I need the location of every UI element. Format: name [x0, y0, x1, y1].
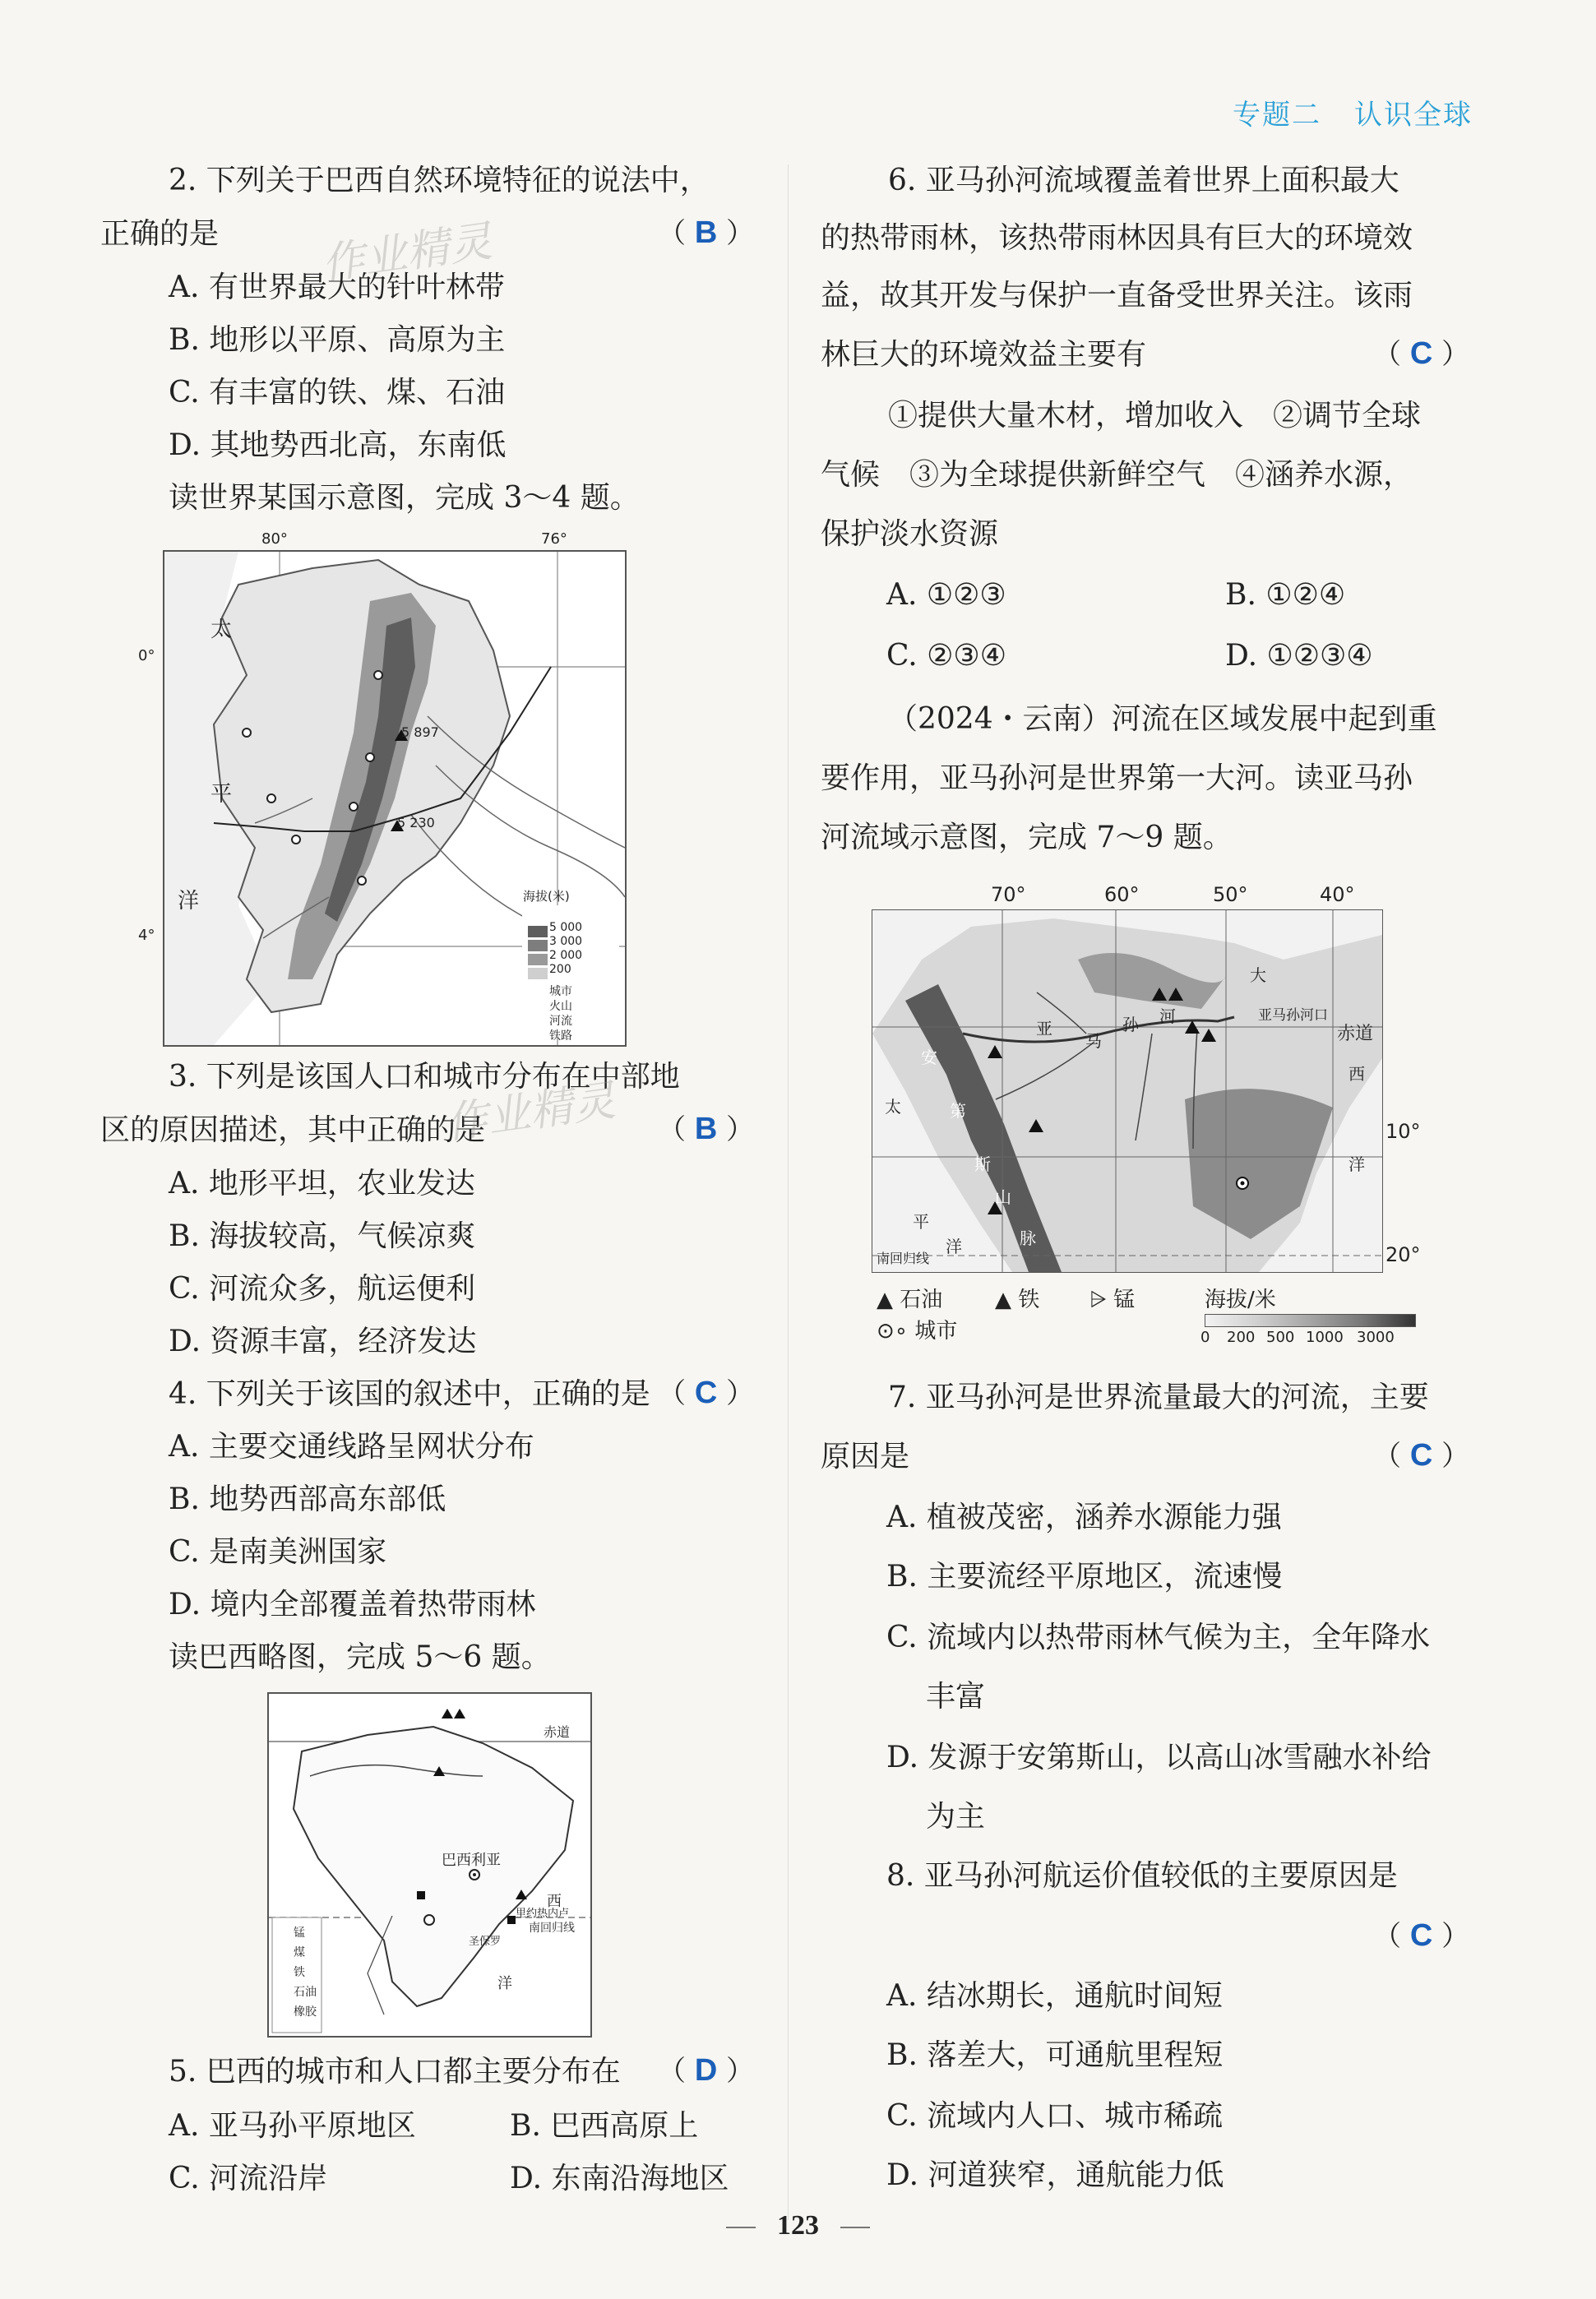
city-marker [292, 835, 300, 844]
q3-answer-slot: （ B ） [658, 1112, 755, 1146]
map1-legend-level: 3 000 [549, 935, 583, 948]
header-title: 认识全球 [1354, 99, 1473, 132]
q7-answer: C [1409, 1438, 1433, 1473]
map3-legend-iron: ▲ 铁 [995, 1288, 1040, 1312]
q5-option-c: C. 河流沿岸 [169, 2162, 328, 2195]
q7-option-d: D. 发源于安第斯山，以高山冰雪融水补给 [886, 1741, 1432, 1774]
q3-stem-line1: 3. 下列是该国人口和城市分布在中部地 [169, 1060, 680, 1094]
city-marker [366, 753, 374, 761]
map3-legend-city: ⊙∘ 城市 [877, 1319, 958, 1344]
map3-elev-scale [1205, 1314, 1416, 1327]
map3-legend-iron-label: 铁 [1018, 1288, 1040, 1312]
city-marker [267, 794, 275, 803]
q8-answer-slot: （ C ） [1373, 1918, 1470, 1953]
map-brazil [267, 1692, 592, 2038]
map1-lon-80: 80° [261, 530, 288, 548]
q5-option-d: D. 东南沿海地区 [510, 2162, 729, 2195]
q7-option-b: B. 主要流经平原地区，流速慢 [886, 1560, 1283, 1594]
page-header [1200, 92, 1473, 132]
map3-char: 河 [1159, 1006, 1176, 1026]
map3-legend-manganese: ⩥ 锰 [1089, 1288, 1136, 1312]
legend-swatch [528, 968, 548, 979]
q7-option-c: C. 流域内以热带雨林气候为主，全年降水 [886, 1621, 1431, 1654]
column-divider [788, 164, 789, 2220]
q3-stem-line2: 区的原因描述，其中正确的是 [100, 1113, 486, 1147]
map1-sea-tai: 太 [210, 618, 233, 642]
map3-lon-60: 60° [1104, 883, 1140, 906]
q5-option-b: B. 巴西高原上 [510, 2109, 699, 2143]
map3-char: 孙 [1122, 1015, 1139, 1034]
map3-char: 平 [913, 1212, 929, 1232]
city-dot [1241, 1182, 1245, 1186]
map2-legend-item: 锰 [294, 1927, 305, 1940]
map1-legend-item: 铁路 [549, 1029, 572, 1043]
q3-answer: B [694, 1112, 718, 1146]
coal-marker [507, 1916, 516, 1924]
watermark: 作业精灵 [318, 216, 495, 290]
map2-legend-item: 石油 [294, 1986, 317, 1999]
coal-marker [417, 1891, 425, 1899]
q7-option-d-cont: 为主 [926, 1800, 986, 1834]
map3-elev-tick: 500 [1266, 1329, 1295, 1346]
q8-option-b: B. 落差大，可通航里程短 [886, 2038, 1224, 2072]
intro-3-4: 读世界某国示意图，完成 3～4 题。 [169, 481, 640, 515]
map2-legend-item: 煤 [294, 1946, 305, 1959]
q8-option-a: A. 结冰期长，通航时间短 [886, 1979, 1223, 2013]
map1-legend-item: 火山 [549, 1000, 572, 1013]
q8-option-c: C. 流域内人口、城市稀疏 [886, 2099, 1224, 2133]
map2-label-tropic: 南回归线 [529, 1922, 575, 1935]
q2-option-c: C. 有丰富的铁、煤、石油 [169, 376, 506, 409]
intro-5-6: 读巴西略图，完成 5～6 题。 [169, 1640, 551, 1674]
q2-option-d: D. 其地势西北高，东南低 [169, 428, 507, 462]
q2-answer-slot: （ B ） [658, 215, 755, 250]
map2-label-west: 西 [547, 1893, 562, 1910]
map1-sea-yang: 洋 [178, 889, 200, 914]
q2-option-a: A. 有世界最大的针叶林带 [169, 271, 505, 304]
q5-answer: D [694, 2053, 718, 2088]
map2-label-rio: 里约热内卢 [516, 1908, 570, 1920]
city-marker [424, 1915, 434, 1925]
q5-answer-slot: （ D ） [658, 2053, 755, 2088]
capital-dot [473, 1873, 476, 1876]
q7-stem-line1: 7. 亚马孙河是世界流量最大的河流，主要 [888, 1381, 1429, 1414]
q4-answer-slot: （ C ） [658, 1376, 755, 1410]
q6-line4: 林巨大的环境效益主要有 [821, 338, 1147, 372]
map2-label-ocean: 洋 [497, 1975, 512, 1992]
q2-stem-line1: 2. 下列关于巴西自然环境特征的说法中， [169, 164, 710, 197]
map-amazon-basin [872, 880, 1447, 1357]
q3-option-d: D. 资源丰富，经济发达 [169, 1325, 477, 1358]
map3-char: 洋 [946, 1237, 962, 1256]
q4-stem: 4. 下列关于该国的叙述中，正确的是 [169, 1377, 650, 1411]
q3-option-b: B. 海拔较高，气候凉爽 [169, 1219, 476, 1253]
legend-swatch [528, 926, 548, 937]
q3-option-c: C. 河流众多，航运便利 [169, 1272, 476, 1306]
map1-legend-item: 城市 [549, 985, 572, 998]
map3-char: 亚 [1036, 1019, 1052, 1038]
q7-option-c-cont: 丰富 [926, 1680, 986, 1714]
map3-legend-oil-label: 石油 [900, 1288, 943, 1312]
q2-stem-line2: 正确的是 [100, 217, 220, 251]
page-number-text: 123 [777, 2210, 819, 2241]
q6-option-c: C. ②③④ [886, 639, 1006, 673]
city-marker [374, 671, 382, 679]
map3-lat-10: 10° [1386, 1120, 1421, 1143]
q6-item-line1: ①提供大量木材，增加收入 ②调节全球 [888, 399, 1422, 433]
map1-lat-0: 0° [138, 647, 155, 664]
map1-lat-4: 4° [138, 927, 155, 944]
map2-label-equator: 赤道 [544, 1724, 571, 1740]
watermark: 作业精灵 [442, 1075, 618, 1150]
map3-char: 大 [1250, 965, 1266, 985]
map3-char: 马 [1085, 1031, 1102, 1051]
q7-stem-line2: 原因是 [821, 1440, 910, 1473]
map3-label-equator: 赤道 [1337, 1024, 1374, 1044]
q6-option-a: A. ①②③ [886, 578, 1006, 612]
map3-legend-oil: ▲ 石油 [877, 1288, 943, 1312]
q6-line2: 的热带雨林，该热带雨林因具有巨大的环境效 [821, 221, 1413, 255]
q7-answer-slot: （ C ） [1373, 1438, 1470, 1473]
intro-7-9-line1: （2024・云南）河流在区域发展中起到重 [888, 702, 1437, 736]
q8-stem: 8. 亚马孙河航运价值较低的主要原因是 [886, 1859, 1398, 1893]
q2-option-b: B. 地形以平原、高原为主 [169, 323, 506, 357]
legend-swatch [528, 940, 548, 951]
q2-answer: B [694, 215, 718, 250]
q4-option-d: D. 境内全部覆盖着热带雨林 [169, 1588, 536, 1621]
map1-legend-item: 河流 [549, 1015, 572, 1028]
map3-char: 第 [950, 1101, 966, 1121]
map3-char: 山 [995, 1187, 1011, 1207]
legend-swatch [528, 954, 548, 965]
map3-elev-tick: 200 [1227, 1329, 1256, 1346]
map3-label-tropic: 南回归线 [877, 1251, 930, 1266]
q5-stem: 5. 巴西的城市和人口都主要分布在 [169, 2055, 621, 2089]
page-number [0, 2210, 1596, 2241]
q6-option-b: B. ①②④ [1225, 578, 1346, 612]
map3-char: 太 [885, 1097, 901, 1117]
map-ecuador [138, 530, 640, 1048]
q5-option-a: A. 亚马孙平原地区 [169, 2109, 416, 2143]
map1-legend-title: 海拔(米) [523, 889, 570, 904]
intro-7-9-line3: 河流域示意图，完成 7～9 题。 [821, 821, 1233, 854]
map3-legend-city-label: 城市 [914, 1319, 958, 1344]
map3-lon-50: 50° [1213, 883, 1248, 906]
map3-char: 脉 [1020, 1228, 1036, 1248]
map2-legend-item: 橡胶 [294, 2005, 317, 2019]
map3-elev-tick: 0 [1200, 1329, 1210, 1346]
map3-legend-manganese-label: 锰 [1113, 1288, 1136, 1312]
map1-peak-2: 5 230 [397, 815, 435, 830]
map3-elev-tick: 1000 [1306, 1329, 1344, 1346]
q4-option-b: B. 地势西部高东部低 [169, 1483, 446, 1516]
map3-elev-tick: 3000 [1357, 1329, 1395, 1346]
map3-lat-20: 20° [1386, 1243, 1421, 1266]
map1-sea-ping: 平 [210, 782, 233, 807]
q3-option-a: A. 地形平坦，农业发达 [169, 1167, 475, 1200]
q6-answer-slot: （ C ） [1373, 336, 1470, 371]
map1-legend-level: 2 000 [549, 949, 583, 962]
city-marker [349, 803, 358, 811]
q6-line3: 益，故其开发与保护一直备受世界关注。该雨 [821, 279, 1413, 312]
map2-label-brasilia: 巴西利亚 [442, 1852, 501, 1869]
q4-option-c: C. 是南美洲国家 [169, 1535, 387, 1569]
q8-answer: C [1409, 1918, 1433, 1953]
intro-7-9-line2: 要作用，亚马孙河是世界第一大河。读亚马孙 [821, 761, 1413, 795]
map3-lon-40: 40° [1320, 883, 1355, 906]
city-marker [358, 877, 366, 885]
q6-item-line2: 气候 ③为全球提供新鲜空气 ④涵养水源， [821, 458, 1413, 492]
map3-label-mouth: 亚马孙河口 [1258, 1007, 1328, 1024]
map1-lon-76: 76° [541, 530, 567, 548]
q6-line1: 6. 亚马孙河流域覆盖着世界上面积最大 [888, 164, 1399, 197]
map3-canvas [872, 909, 1383, 1273]
map3-char: 西 [1349, 1064, 1365, 1084]
map1-legend-level: 200 [549, 963, 571, 976]
map2-legend-item: 铁 [294, 1966, 305, 1979]
map3-elev-title: 海拔/米 [1205, 1288, 1276, 1312]
q6-option-d: D. ①②③④ [1225, 639, 1373, 673]
q6-item-line3: 保护淡水资源 [821, 517, 999, 551]
header-topic: 专题二 [1233, 99, 1321, 132]
map1-legend-level: 5 000 [549, 921, 583, 934]
q8-option-d: D. 河道狭窄，通航能力低 [886, 2158, 1224, 2192]
map3-char: 洋 [1349, 1154, 1365, 1174]
city-marker [243, 729, 251, 737]
q4-option-a: A. 主要交通线路呈网状分布 [169, 1430, 534, 1464]
q6-answer: C [1409, 336, 1433, 371]
q7-option-a: A. 植被茂密，涵养水源能力强 [886, 1501, 1282, 1534]
q4-answer: C [694, 1376, 718, 1410]
map3-char: 安 [921, 1048, 937, 1067]
map2-label-saopaulo: 圣保罗 [469, 1936, 502, 1948]
map3-lon-70: 70° [991, 883, 1026, 906]
map1-peak-1: 5 897 [401, 724, 439, 740]
map3-char: 斯 [974, 1154, 991, 1174]
